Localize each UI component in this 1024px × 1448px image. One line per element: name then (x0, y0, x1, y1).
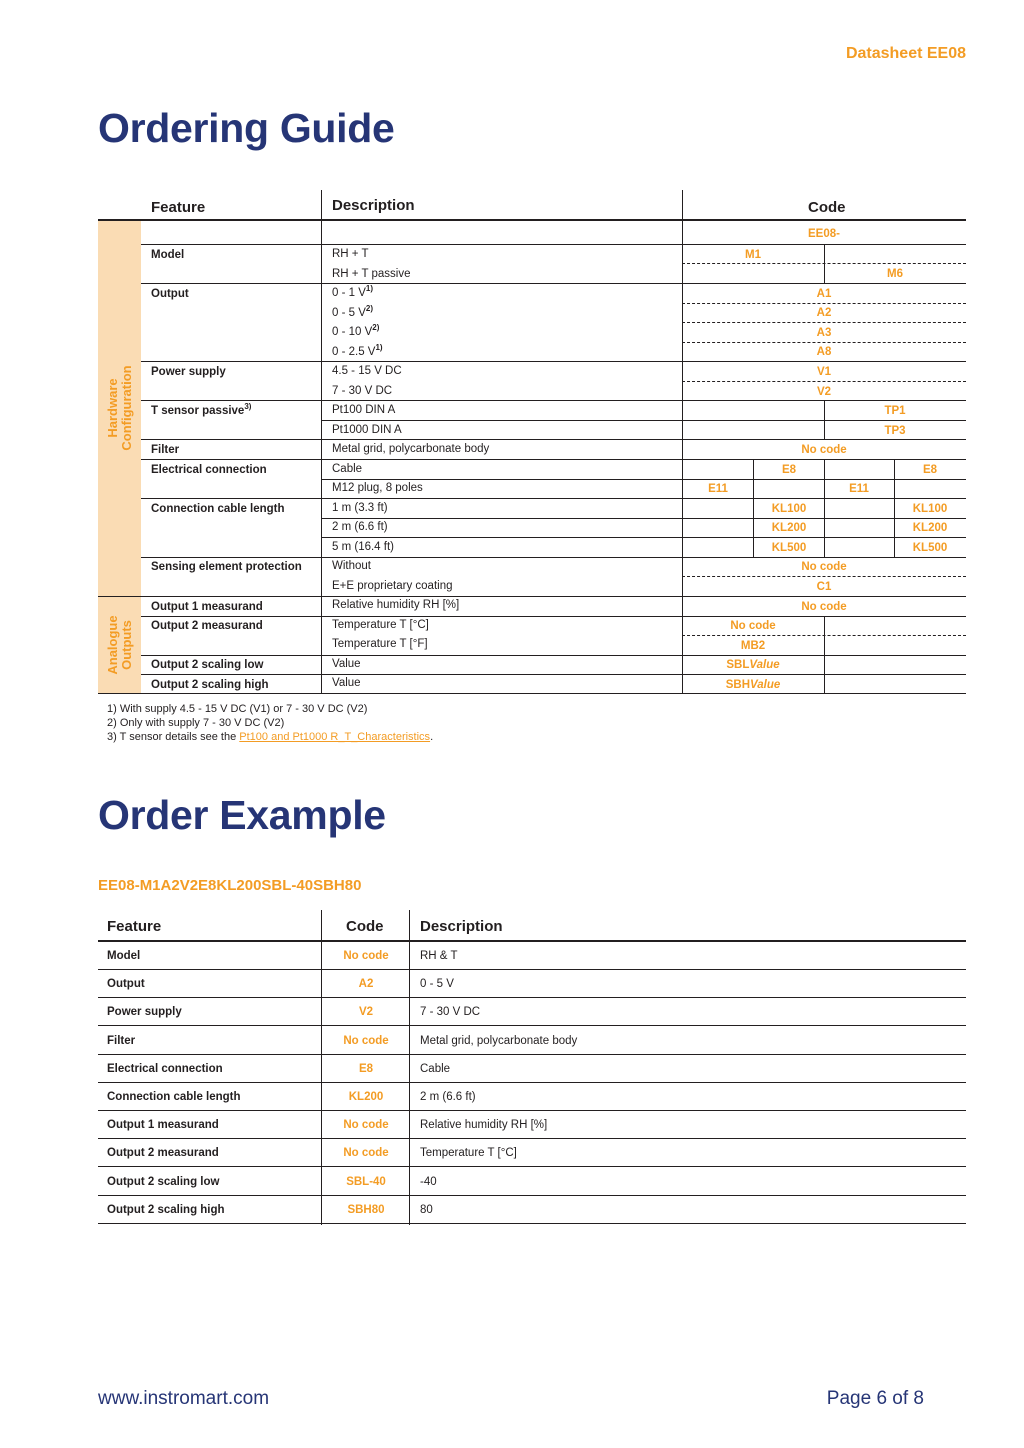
desc-len-5m: 5 m (16.4 ft) (332, 541, 394, 553)
ex-description: Temperature T [°C] (420, 1147, 517, 1160)
code-kl100: KL100 (771, 503, 807, 515)
bottom-rule (98, 693, 966, 694)
rt-characteristics-link[interactable]: Pt100 and Pt1000 R_T_Characteristics (239, 731, 431, 743)
ex-feature: Output 2 scaling low (107, 1175, 220, 1188)
code-c1: C1 (816, 581, 832, 593)
hardware-config-label: Hardware Configuration (105, 365, 134, 451)
table-row (98, 1139, 966, 1167)
desc-ps-7-30: 7 - 30 V DC (332, 385, 393, 397)
desc-value-high: Value (332, 677, 361, 689)
row-rule (141, 361, 966, 362)
ex-code: E8 (358, 1062, 374, 1075)
subrow-dashed (682, 576, 966, 577)
desc-0-10v: 0 - 10 $V^{2)}$ (332, 323, 380, 338)
ordering-guide-table (98, 190, 966, 694)
analogue-outputs-label: Analogue Outputs (105, 615, 134, 675)
table-row (98, 942, 966, 970)
col-header-description: Description (332, 197, 415, 214)
code-out1-no-code: No code (801, 601, 847, 613)
ex-feature: Connection cable length (107, 1091, 241, 1103)
row-rule (141, 439, 966, 440)
ex-code: No code (343, 1147, 389, 1160)
code-v1: V1 (816, 366, 832, 378)
code-m1: M1 (745, 249, 761, 261)
table-row (98, 1083, 966, 1111)
ex-code: No code (343, 1034, 389, 1047)
feature-cable-length: Connection cable length (151, 503, 285, 515)
desc-temp-c: Temperature T [°C] (332, 619, 429, 631)
code-a8: A8 (816, 346, 832, 358)
footnote-1: 1) With supply 4.5 - 15 V DC (V1) or 7 - 30 V DC (V2) (107, 703, 368, 715)
ex-description: -40 (420, 1175, 437, 1188)
table-row (98, 1055, 966, 1083)
subrow-dashed (682, 635, 966, 636)
ex-description: 0 - 5 V (420, 978, 454, 991)
ex-code: SBL-40 (346, 1175, 386, 1188)
table-row (98, 1111, 966, 1139)
desc-ps-4.5-15: 4.5 - 15 V DC (332, 365, 402, 377)
code-sbl-value: SBLValue (726, 659, 780, 671)
group-rule (98, 596, 966, 597)
row-rule (141, 459, 966, 460)
desc-rh: Relative humidity RH [%] (332, 599, 460, 611)
code-subdivider (753, 459, 754, 557)
feature-output2-high: Output 2 scaling high (151, 679, 269, 691)
row-rule (141, 674, 966, 675)
ex-code: SBH80 (347, 1203, 385, 1216)
subrow-dashed (682, 381, 966, 382)
ex-description: 80 (420, 1203, 433, 1216)
code-prefix: EE08- (808, 228, 840, 240)
desc-filter: Metal grid, polycarbonate body (332, 443, 490, 455)
table-row (98, 1196, 966, 1224)
desc-temp-f: Temperature T [°F] (332, 638, 428, 650)
desc-value-low: Value (332, 658, 361, 670)
row-rule (141, 283, 966, 284)
code-e11: E11 (849, 483, 869, 495)
ex-description: 2 m (6.6 ft) (420, 1091, 476, 1103)
code-mb2: MB2 (740, 640, 766, 652)
desc-m12: M12 plug, 8 poles (332, 482, 423, 494)
desc-cable: Cable (332, 463, 363, 475)
feature-power-supply: Power supply (151, 366, 226, 378)
desc-rh-t: RH + T (332, 248, 369, 260)
desc-pt100: Pt100 DIN A (332, 404, 396, 416)
desc-rh-t-passive: RH + T passive (332, 268, 411, 280)
ex-col-feature: Feature (107, 918, 162, 935)
subrow-rule (321, 479, 966, 480)
col-header-code: Code (808, 199, 846, 216)
ex-code: KL200 (348, 1091, 384, 1103)
feature-protection: Sensing element protection (151, 561, 302, 573)
table-row (98, 1027, 966, 1055)
ex-description: RH & T (420, 950, 458, 962)
ex-col-code: Code (346, 918, 384, 935)
table-row (98, 970, 966, 998)
row-rule (141, 655, 966, 656)
order-example-title: Order Example (98, 792, 386, 838)
ex-code: No code (343, 1119, 389, 1132)
footnotes (107, 702, 433, 744)
code-kl200: KL200 (771, 522, 807, 534)
table-row (98, 998, 966, 1026)
code-tp3: TP3 (884, 425, 906, 437)
feature-model: Model (151, 249, 185, 261)
subrow-rule (321, 537, 966, 538)
desc-len-1m: 1 m (3.3 ft) (332, 502, 388, 514)
ex-feature: Power supply (107, 1006, 182, 1019)
code-e8: E8 (781, 464, 797, 476)
ex-row-rule (98, 1223, 966, 1224)
ex-description: 7 - 30 V DC (420, 1006, 481, 1019)
desc-0-2.5v: 0 - 2.5 $V^{1)}$ (332, 343, 383, 358)
order-example-code: EE08-M1A2V2E8KL200SBL-40SBH80 (98, 877, 362, 894)
code-a1: A1 (816, 288, 832, 300)
subrow-rule (321, 420, 966, 421)
feature-electrical-connection: Electrical connection (151, 464, 267, 476)
code-m6: M6 (887, 268, 903, 280)
footer-website[interactable]: www.instromart.com (98, 1388, 270, 1409)
row-rule (141, 616, 966, 617)
ex-description: Metal grid, polycarbonate body (420, 1034, 578, 1047)
footnote-2: 2) Only with supply 7 - 30 V DC (V2) (107, 717, 285, 729)
subrow-rule (321, 576, 322, 577)
subrow-rule (321, 518, 966, 519)
ex-code: V2 (358, 1006, 374, 1019)
desc-pt1000: Pt1000 DIN A (332, 424, 402, 436)
feature-output2-measurand: Output 2 measurand (151, 620, 263, 632)
ex-feature: Output 2 measurand (107, 1147, 219, 1160)
code-subdivider (824, 459, 825, 557)
ex-description: Relative humidity RH [%] (420, 1119, 548, 1132)
header-divider (682, 190, 683, 220)
row-rule (141, 557, 966, 558)
header-divider (321, 190, 322, 220)
code-e11: E11 (708, 483, 728, 495)
feature-output1-measurand: Output 1 measurand (151, 601, 263, 613)
row-rule (141, 244, 966, 245)
feature-t-sensor: T sensor passive$^{3)}$ (151, 402, 252, 417)
ex-code: No code (343, 950, 389, 962)
code-kl100: KL100 (912, 503, 948, 515)
code-kl500: KL500 (771, 542, 807, 554)
ex-feature: Output 1 measurand (107, 1119, 219, 1132)
desc-coating: E+E proprietary coating (332, 580, 453, 592)
code-a3: A3 (816, 327, 832, 339)
code-filter-no-code: No code (801, 444, 847, 456)
subrow-dashed (682, 263, 966, 264)
ex-feature: Output 2 scaling high (107, 1203, 225, 1216)
code-sbh-value: SBHValue (725, 679, 781, 691)
header-rule (98, 219, 966, 221)
row-rule (141, 498, 966, 499)
feature-filter: Filter (151, 444, 180, 456)
subrow-dashed (682, 342, 966, 343)
ex-feature: Output (107, 978, 145, 991)
subrow-dashed (682, 303, 966, 304)
code-tp1: TP1 (884, 405, 906, 417)
footnote-3: 3) T sensor details see the Pt100 and Pt1000 R_T_Characteristics. (107, 731, 434, 743)
subrow-dashed (682, 322, 966, 323)
col-header-feature: Feature (151, 199, 206, 216)
table-row (98, 1168, 966, 1196)
column-rule (321, 220, 322, 694)
code-out2-no-code: No code (730, 620, 776, 632)
ex-code: A2 (358, 978, 374, 991)
ordering-guide-title: Ordering Guide (98, 105, 395, 151)
document-header-title: Datasheet EE08 (845, 45, 966, 62)
code-protection-no-code: No code (801, 561, 847, 573)
code-v2: V2 (816, 386, 832, 398)
code-subdivider (824, 244, 825, 284)
code-subdivider (894, 459, 895, 557)
ex-description: Cable (420, 1062, 451, 1075)
ex-feature: Filter (107, 1034, 136, 1047)
footer-page-number: Page 6 of 8 (826, 1388, 924, 1409)
column-rule (682, 220, 683, 694)
code-a2: A2 (816, 307, 832, 319)
desc-without: Without (332, 560, 371, 572)
feature-output2-low: Output 2 scaling low (151, 659, 264, 671)
code-e8: E8 (922, 464, 938, 476)
row-rule (141, 400, 966, 401)
ex-feature: Model (107, 950, 141, 962)
code-kl200: KL200 (912, 522, 948, 534)
code-kl500: KL500 (912, 542, 948, 554)
desc-len-2m: 2 m (6.6 ft) (332, 521, 388, 533)
feature-output: Output (151, 288, 189, 300)
desc-0-5v: 0 - 5 $V^{2)}$ (332, 304, 374, 319)
ex-feature: Electrical connection (107, 1062, 223, 1075)
ex-col-description: Description (420, 918, 503, 935)
desc-0-1v: 0 - 1 $V^{1)}$ (332, 284, 374, 299)
